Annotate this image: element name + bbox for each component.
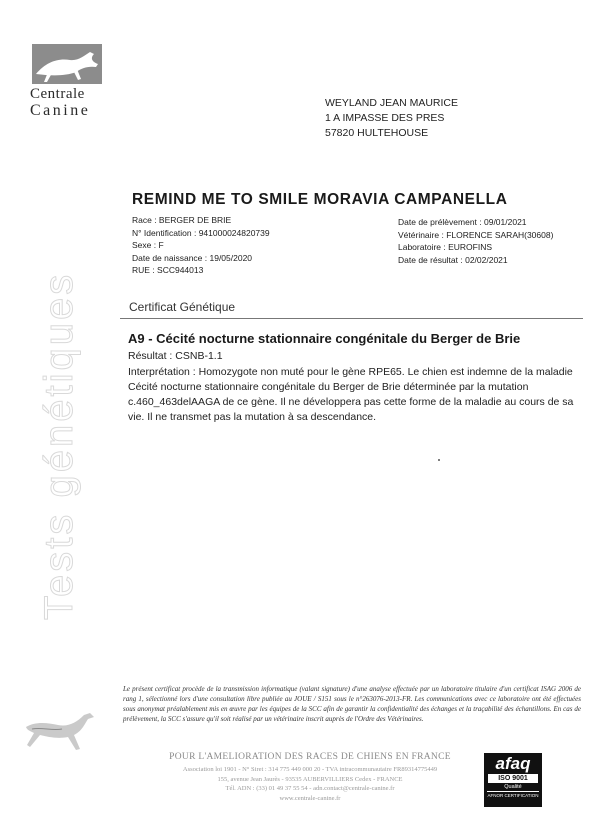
dog-info (132, 214, 270, 277)
footer-line-2: 155, avenue Jean Jaurès - 93535 AUBERVILLIERS Cedex - FRANCE (217, 775, 403, 783)
watermark-text: Tests génétiques (37, 271, 81, 620)
dog-rue: RUE : SCC944013 (132, 265, 204, 275)
certificate-divider (120, 318, 583, 319)
footer-line-1: Association loi 1901 - N° Siret : 314 775 449 000 20 - TVA intracommunautaire FR89314775449 (182, 766, 438, 773)
recipient-address (325, 96, 458, 141)
afaq-label: Qualité (504, 784, 522, 790)
afaq-brand: afaq (495, 754, 531, 773)
watermark-vertical (28, 190, 88, 630)
logo-text-line2: Canine (30, 102, 91, 119)
certificate-title: Certificat Génétique (129, 300, 236, 314)
sampling-date: Date de prélèvement : 09/01/2021 (398, 217, 527, 227)
dog-name: REMIND ME TO SMILE MORAVIA CAMPANELLA (132, 191, 508, 208)
legal-notice: Le présent certificat procède de la transmission informatique (valant signature) d'une analyse effectuée par un laboratoire titulaire d'un certificat ISAG 2006 de rang 1, sélectionné lors d'une consultation libre publiée au JOUE / S151 sous le n°263076-2013-FR. Les communications avec ce laboratoire ont été effectuées sous anonymat préalablement mis en œuvre par les équipes de la SCC afin de garantir la confidentialité des échanges et la traçabilité des échantillons. En cas de prélèvement, la SCC s'assure qu'il soit réalisé par un vétérinaire inscrit auprès de l'Ordre des Vétérinaires. (123, 685, 581, 723)
sampling-info (398, 216, 553, 266)
running-dog-icon (22, 705, 102, 755)
address-line-1: WEYLAND JEAN MAURICE (325, 97, 459, 109)
afaq-standard: ISO 9001 (488, 774, 538, 783)
dog-sexe: Sexe : F (132, 240, 164, 250)
test-result: Résultat : CSNB-1.1 (128, 350, 223, 362)
afaq-certification-badge (484, 753, 542, 807)
footer-line-4: www.centrale-canine.fr (279, 794, 341, 802)
result-date: Date de résultat : 02/02/2021 (398, 254, 508, 265)
centrale-canine-logo-icon (32, 44, 102, 84)
dog-identification: N° Identification : 941000024820739 (132, 227, 270, 238)
laboratory: Laboratoire : EUROFINS (398, 242, 493, 252)
logo-text-line1: Centrale (30, 86, 85, 102)
test-title: A9 - Cécité nocturne stationnaire congénitale du Berger de Brie (128, 331, 521, 346)
footer-details (150, 765, 470, 803)
dog-race: Race : BERGER DE BRIE (132, 215, 232, 225)
address-line-2: 1 A IMPASSE DES PRES (325, 112, 445, 124)
footer-line-3: Tél. ADN : (33) 01 49 37 55 54 - adn.contact@centrale-canine.fr (225, 785, 395, 792)
test-interpretation: Interprétation : Homozygote non muté pour le gène RPE65. Le chien est indemne de la maladie Cécité nocturne stationnaire congénitale du Berger de Brie déterminée par la mutation c.460_463delAAGA de ce gène. Il ne développera pas cette forme de la maladie au cours de sa vie. Il ne transmet pas la mutation à sa descendance. (128, 366, 574, 423)
address-line-3: 57820 HULTEHOUSE (325, 127, 429, 139)
afaq-issuer: AFNOR CERTIFICATION (487, 793, 539, 798)
footer-title: POUR L'AMELIORATION DES RACES DE CHIENS EN FRANCE (169, 752, 451, 762)
veterinarian: Vétérinaire : FLORENCE SARAH(30608) (398, 229, 554, 240)
scan-speck (438, 459, 440, 461)
dog-birth-date: Date de naissance : 19/05/2020 (132, 252, 253, 263)
